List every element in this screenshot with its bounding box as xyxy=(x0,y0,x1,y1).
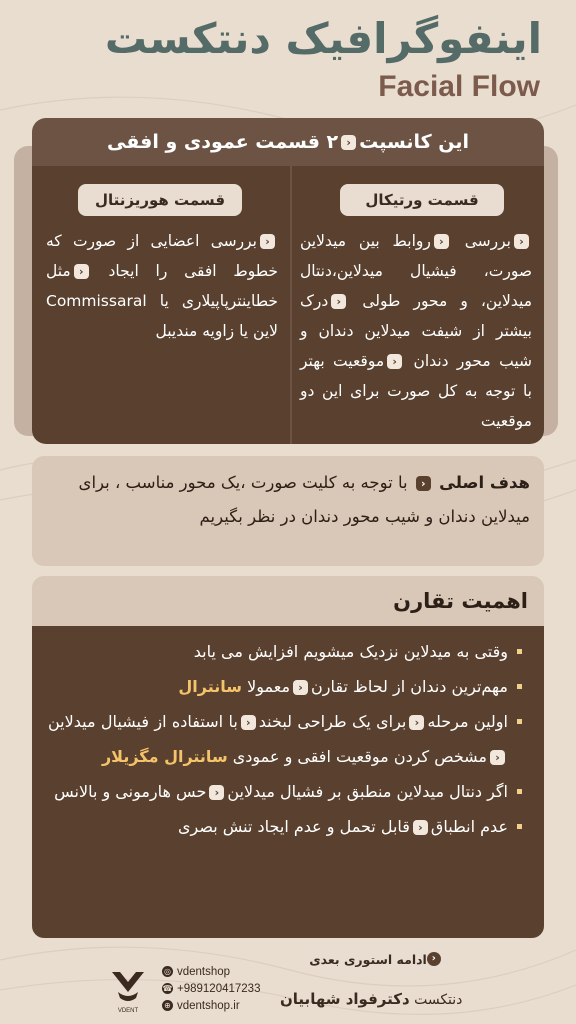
concept-title-prefix: این کانسپت xyxy=(359,131,470,153)
instagram-icon: ◎ xyxy=(162,966,173,977)
chevron-left-icon: ‹ xyxy=(74,264,89,279)
importance-header: اهمیت تقارن xyxy=(32,576,544,626)
list-item: عدم انطباق‹قابل تحمل و عدم ایجاد تنش بصری xyxy=(48,809,522,844)
chevron-left-icon: ‹ xyxy=(209,785,224,800)
chevron-left-icon: ‹ xyxy=(331,294,346,309)
next-story-button[interactable]: ‹ ادامه استوری بعدی xyxy=(304,946,450,972)
phone-contact[interactable]: ☎ +989120417233 xyxy=(162,983,261,995)
chevron-left-icon: ‹ xyxy=(416,476,431,491)
chevron-left-icon: ‹ xyxy=(427,952,441,966)
svg-text:VDENT: VDENT xyxy=(117,1008,139,1014)
vertical-section-pill: قسمت ورتیکال xyxy=(340,184,504,216)
concept-card-body xyxy=(32,166,544,444)
author-credit: دنتکست دکترفواد شهابیان xyxy=(280,990,463,1008)
list-item: اگر دنتال میدلاین منطبق بر فشیال میدلاین‹حس هارمونی و بالانس xyxy=(48,774,522,809)
chevron-left-icon: ‹ xyxy=(413,820,428,835)
vdent-logo-icon xyxy=(106,966,150,1014)
page-subtitle: Facial Flow xyxy=(378,70,540,103)
concept-title-rest: ۲ قسمت عمودی و افقی xyxy=(106,131,339,153)
chevron-left-icon: ‹ xyxy=(490,750,505,765)
list-item: اولین مرحله‹برای یک طراحی لبخند‹با استفاده از فیشیال میدلاین‹مشخص کردن موقعیت افقی و عمودی سانترال مگزیلار xyxy=(48,704,522,774)
globe-icon: ⊕ xyxy=(162,1000,173,1011)
chevron-left-icon: ‹ xyxy=(293,680,308,695)
chevron-left-icon: ‹ xyxy=(409,715,424,730)
chevron-left-icon: ‹ xyxy=(260,234,275,249)
concept-card-header xyxy=(32,118,544,166)
vertical-section-text: ‹بررسی ‹روابط بین میدلاین صورت، فیشیال میدلاین،دنتال میدلاین، و محور طولی ‹درک بیشتر از شیفت میدلاین دندان و شیب محور دندان ‹موقعیت بهتر با توجه به کل صورت برای این دو موقعیت xyxy=(300,232,533,430)
list-item: مهم‌ترین دندان از لحاظ تقارن‹معمولا سانترال xyxy=(48,669,522,704)
column-divider xyxy=(290,166,292,444)
chevron-left-icon: ‹ xyxy=(241,715,256,730)
page-title: اینفوگرافیک دنتکست xyxy=(104,14,542,63)
main-goal-label: هدف اصلی xyxy=(439,473,530,492)
concept-card xyxy=(32,118,544,444)
importance-body xyxy=(32,626,544,938)
horizontal-section-pill: قسمت هوریزنتال xyxy=(78,184,242,216)
main-goal-text: با توجه به کلیت صورت ،یک محور مناسب ، برای میدلاین دندان و شیب محور دندان در نظر بگیریم xyxy=(78,473,530,526)
horizontal-section-text: ‹بررسی اعضایی از صورت که خطوط افقی را ایجاد ‹مثل خطاینترپاپیلاری یا Commissaral لاین یا زاویه مندیبل xyxy=(46,232,278,340)
chevron-left-icon: ‹ xyxy=(341,135,356,150)
list-item: وقتی به میدلاین نزدیک میشویم افزایش می یابد xyxy=(48,634,522,669)
chevron-left-icon: ‹ xyxy=(387,354,402,369)
instagram-contact[interactable]: ◎ vdentshop xyxy=(164,966,231,978)
website-contact[interactable]: ⊕ vdentshop.ir xyxy=(162,1000,240,1012)
chevron-left-icon: ‹ xyxy=(434,234,449,249)
importance-list xyxy=(32,634,544,844)
chevron-left-icon: ‹ xyxy=(514,234,529,249)
main-goal-box xyxy=(32,456,544,566)
phone-icon: ☎ xyxy=(162,984,173,994)
